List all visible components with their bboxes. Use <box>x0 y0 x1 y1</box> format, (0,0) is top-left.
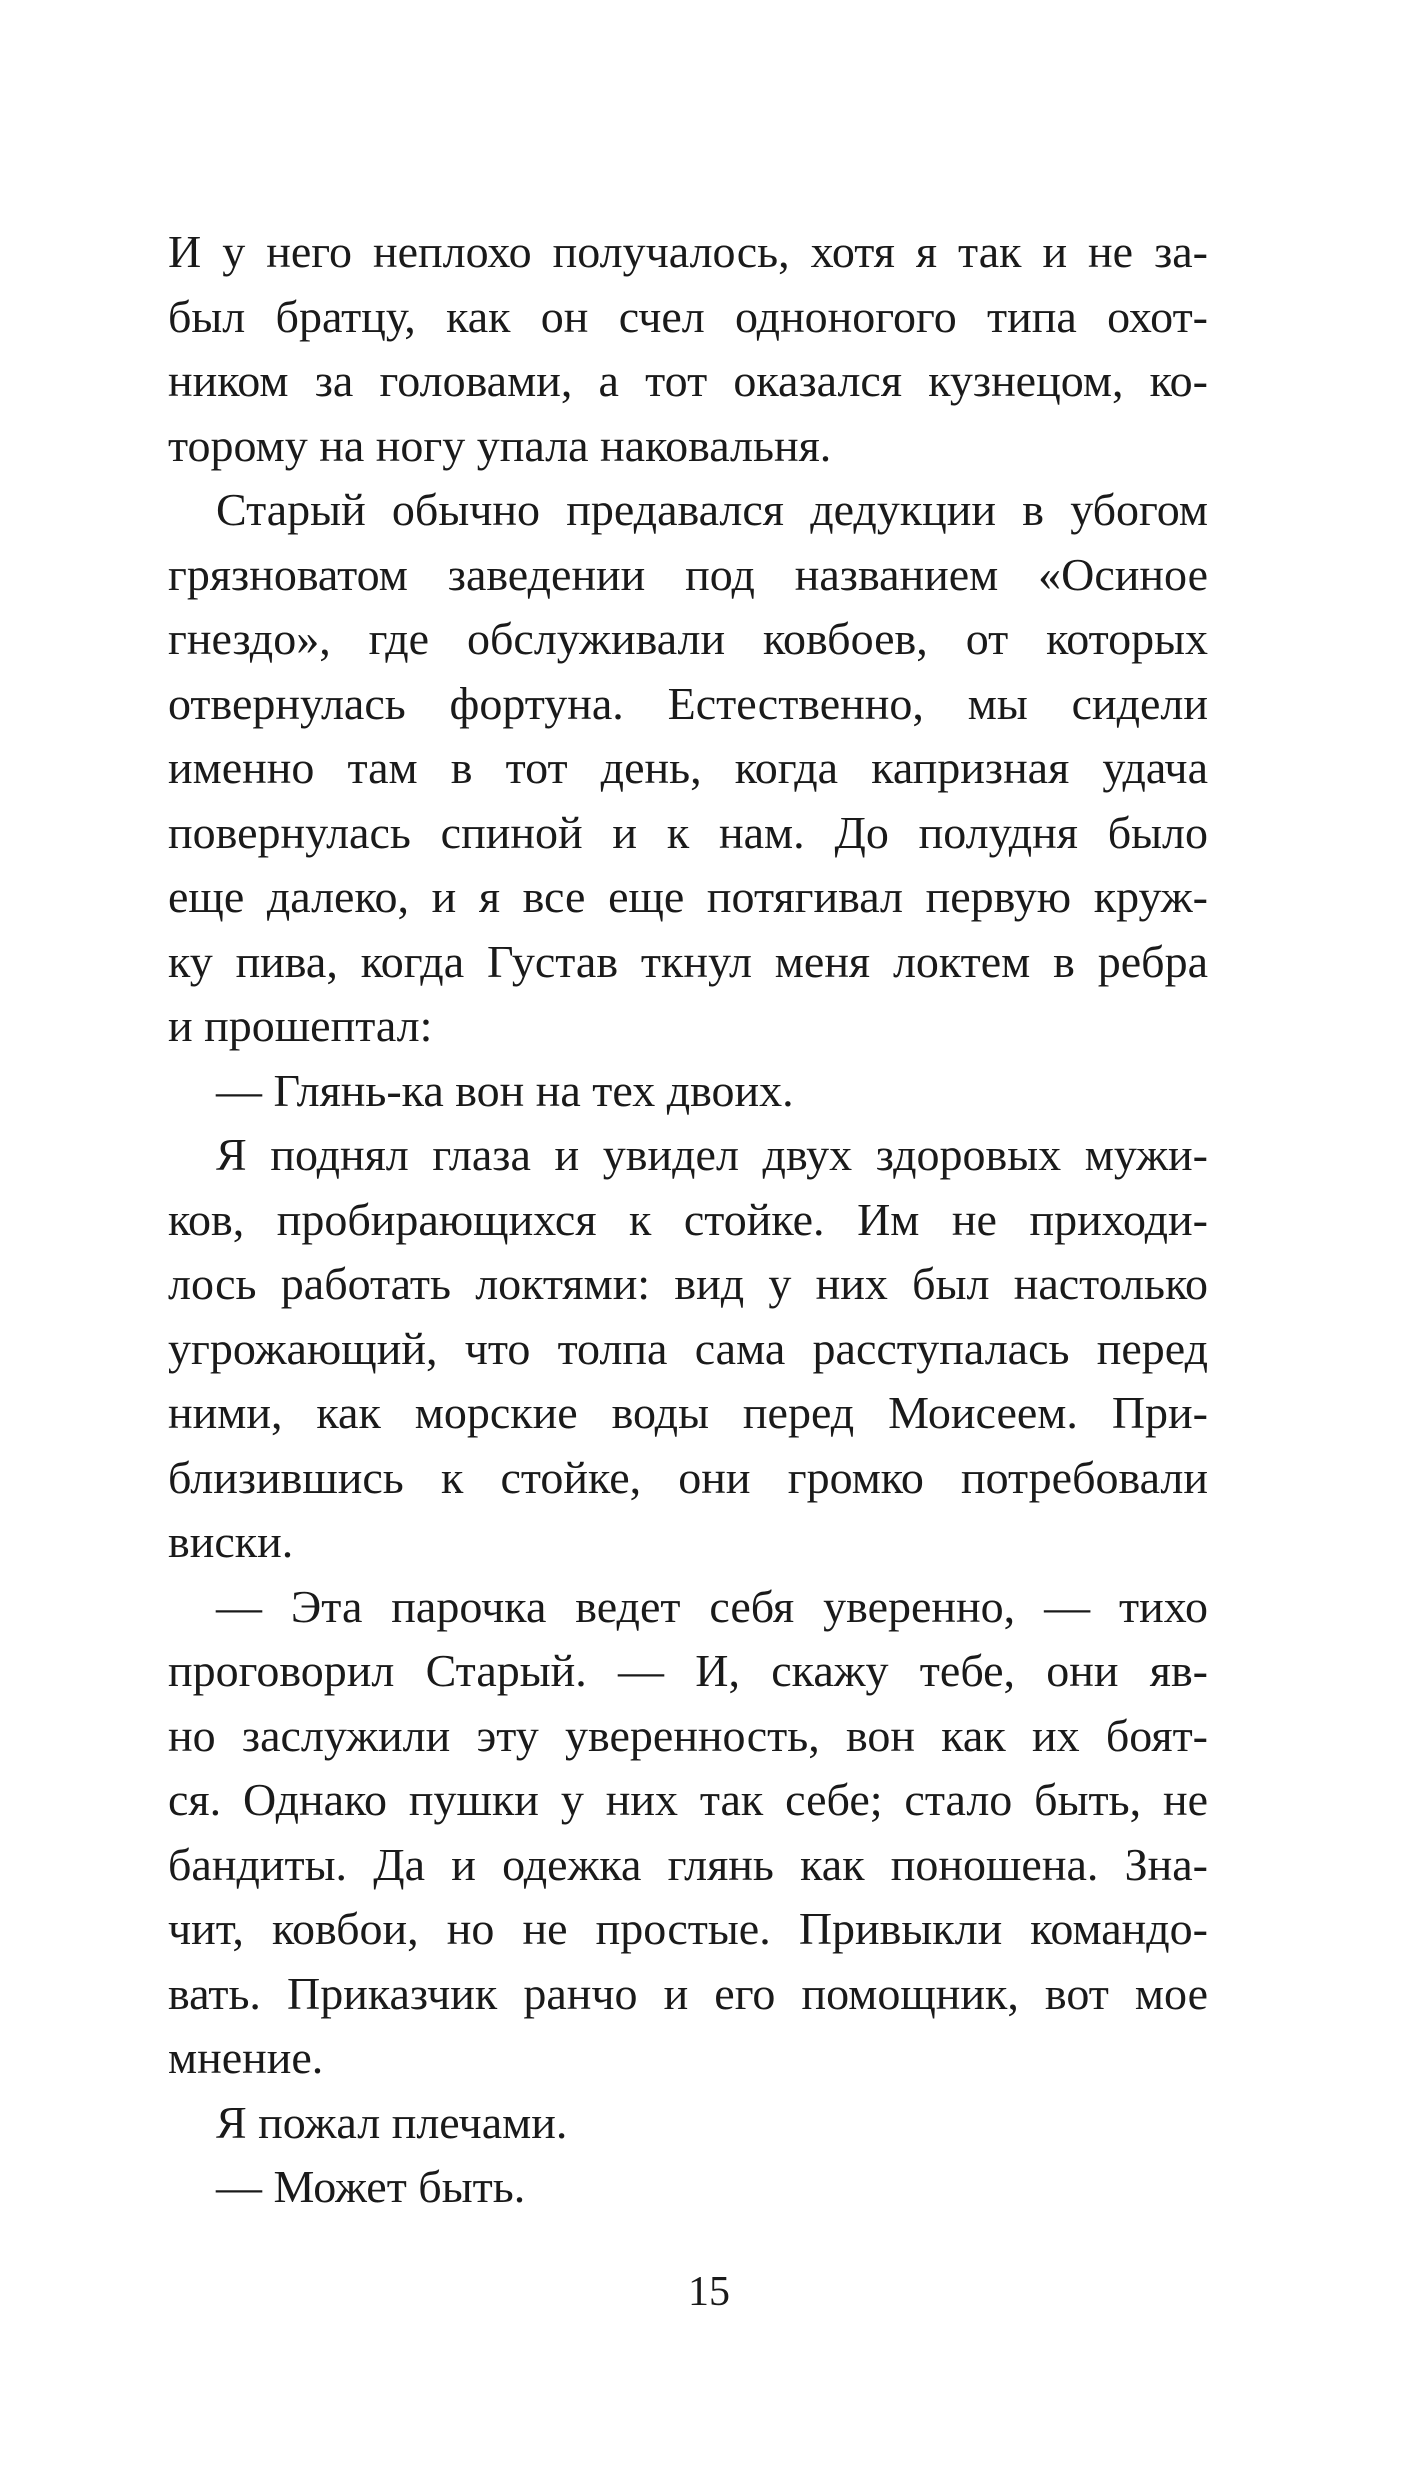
text-line: грязноватом заведении под названием «Осиное <box>168 548 1208 600</box>
text-line: Я поднял глаза и увидел двух здоровых мужи- <box>216 1129 1208 1180</box>
text-line: ником за головами, а тот оказался кузнецом, ко- <box>168 355 1208 406</box>
text-line: угрожающий, что толпа сама расступалась перед <box>168 1322 1208 1374</box>
page-number: 15 <box>688 2269 730 2315</box>
text-line: вать. Приказчик ранчо и его помощник, вот мое <box>168 1967 1208 2019</box>
text-line: повернулась спиной и к нам. До полудня было <box>168 806 1208 858</box>
text-line: мнение. <box>168 2032 324 2083</box>
text-line: Старый обычно предавался дедукции в убогом <box>216 484 1208 535</box>
text-line: именно там в тот день, когда капризная удача <box>168 742 1208 793</box>
text-line: — Глянь-ка вон на тех двоих. <box>216 1064 794 1116</box>
text-line: отвернулась фортуна. Естественно, мы сидели <box>168 677 1208 729</box>
text-line: ними, как морские воды перед Моисеем. При- <box>168 1387 1208 1438</box>
text-line: но заслужили эту уверенность, вон как их боят- <box>168 1709 1208 1761</box>
text-line: — Эта парочка ведет себя уверенно, — тихо <box>216 1580 1208 1632</box>
text-line: чит, ковбои, но не простые. Привыкли командо- <box>168 1903 1208 1954</box>
text-line: был братцу, как он счел одноногого типа охот- <box>168 290 1208 342</box>
text-line: — Может быть. <box>216 2161 526 2212</box>
text-line: ков, пробирающихся к стойке. Им не приходи- <box>168 1193 1208 1245</box>
text-line: близившись к стойке, они громко потребовали <box>168 1451 1208 1503</box>
text-line: еще далеко, и я все еще потягивал первую круж- <box>168 871 1208 922</box>
text-line: проговорил Старый. — И, скажу тебе, они яв- <box>168 1645 1208 1696</box>
body-text <box>168 220 1208 2220</box>
text-line: и прошептал: <box>168 1000 433 1051</box>
text-line: лось работать локтями: вид у них был настолько <box>168 1258 1208 1309</box>
text-line: гнездо», где обслуживали ковбоев, от которых <box>168 613 1208 664</box>
text-line: ся. Однако пушки у них так себе; стало быть, не <box>168 1774 1208 1825</box>
text-line: бандиты. Да и одежка глянь как поношена. Зна- <box>168 1838 1208 1890</box>
text-line: ку пива, когда Густав ткнул меня локтем в ребра <box>168 935 1208 987</box>
text-line: виски. <box>168 1516 294 1567</box>
text-line: торому на ногу упала наковальня. <box>168 419 832 471</box>
text-line: И у него неплохо получалось, хотя я так и не за- <box>168 226 1208 277</box>
text-line: Я пожал плечами. <box>216 2096 568 2148</box>
